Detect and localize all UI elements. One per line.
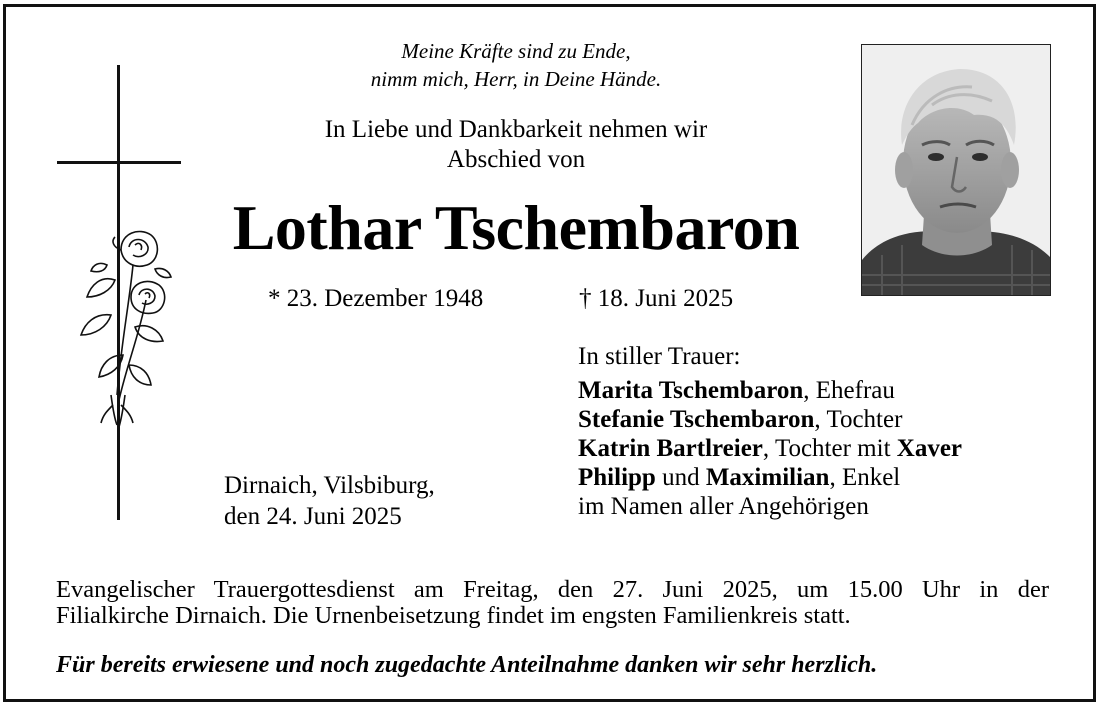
place-line: Dirnaich, Vilsbiburg, xyxy=(224,472,435,499)
service-text-1: Evangelischer Trauergottesdienst am Freitag, den 27. Juni 2025, um 15.00 Uhr in der xyxy=(56,576,1049,603)
mourner-row xyxy=(578,463,962,492)
mourner-name: Stefanie Tschembaron xyxy=(578,406,815,433)
intro-line-2: Abschied von xyxy=(446,146,586,173)
cross-with-roses-icon xyxy=(51,65,191,530)
mourner-connector: und xyxy=(655,464,706,491)
obituary-card xyxy=(3,4,1096,702)
mourner-relation: , Enkel xyxy=(829,464,901,491)
thanks-line: Für bereits erwiesene und noch zugedachte Anteilnahme danken wir sehr herzlich. xyxy=(56,652,878,678)
mourner-relation: , Tochter mit xyxy=(762,435,897,462)
deceased-name: Lothar Tschembaron xyxy=(232,192,800,263)
verse-line-2: nimm mich, Herr, in Deine Hände. xyxy=(370,67,662,91)
mourner-name: Philipp xyxy=(578,464,656,491)
death-date: † 18. Juni 2025 xyxy=(579,285,734,312)
mourners-heading: In stiller Trauer: xyxy=(578,343,741,370)
birth-date: * 23. Dezember 1948 xyxy=(268,285,484,312)
date-line: den 24. Juni 2025 xyxy=(224,503,402,530)
portrait-photo xyxy=(861,44,1051,296)
mourner-name: Maximilian xyxy=(705,464,830,491)
mourner-row xyxy=(578,376,962,405)
mourner-name: Marita Tschembaron xyxy=(578,377,804,404)
mourner-relation: , Ehefrau xyxy=(803,377,895,404)
mourner-row xyxy=(578,434,962,463)
portrait-illustration xyxy=(862,45,1050,295)
mourners-list xyxy=(578,376,962,521)
verse xyxy=(256,37,776,93)
mourner-relation: , Tochter xyxy=(814,406,903,433)
service-line-2: Filialkirche Dirnaich. Die Urnenbeisetzung findet im engsten Familienkreis statt. xyxy=(56,602,851,629)
mourner-name: Xaver xyxy=(896,435,963,462)
mourners-closing: im Namen aller Angehörigen xyxy=(578,493,869,520)
verse-line-1: Meine Kräfte sind zu Ende, xyxy=(401,39,631,63)
intro-line-1: In Liebe und Dankbarkeit nehmen wir xyxy=(324,116,708,143)
service-line-1 xyxy=(56,577,1049,603)
mourner-row xyxy=(578,405,962,434)
place-and-date xyxy=(224,470,435,532)
mourner-name: Katrin Bartlreier xyxy=(578,435,763,462)
intro-text xyxy=(256,115,776,175)
